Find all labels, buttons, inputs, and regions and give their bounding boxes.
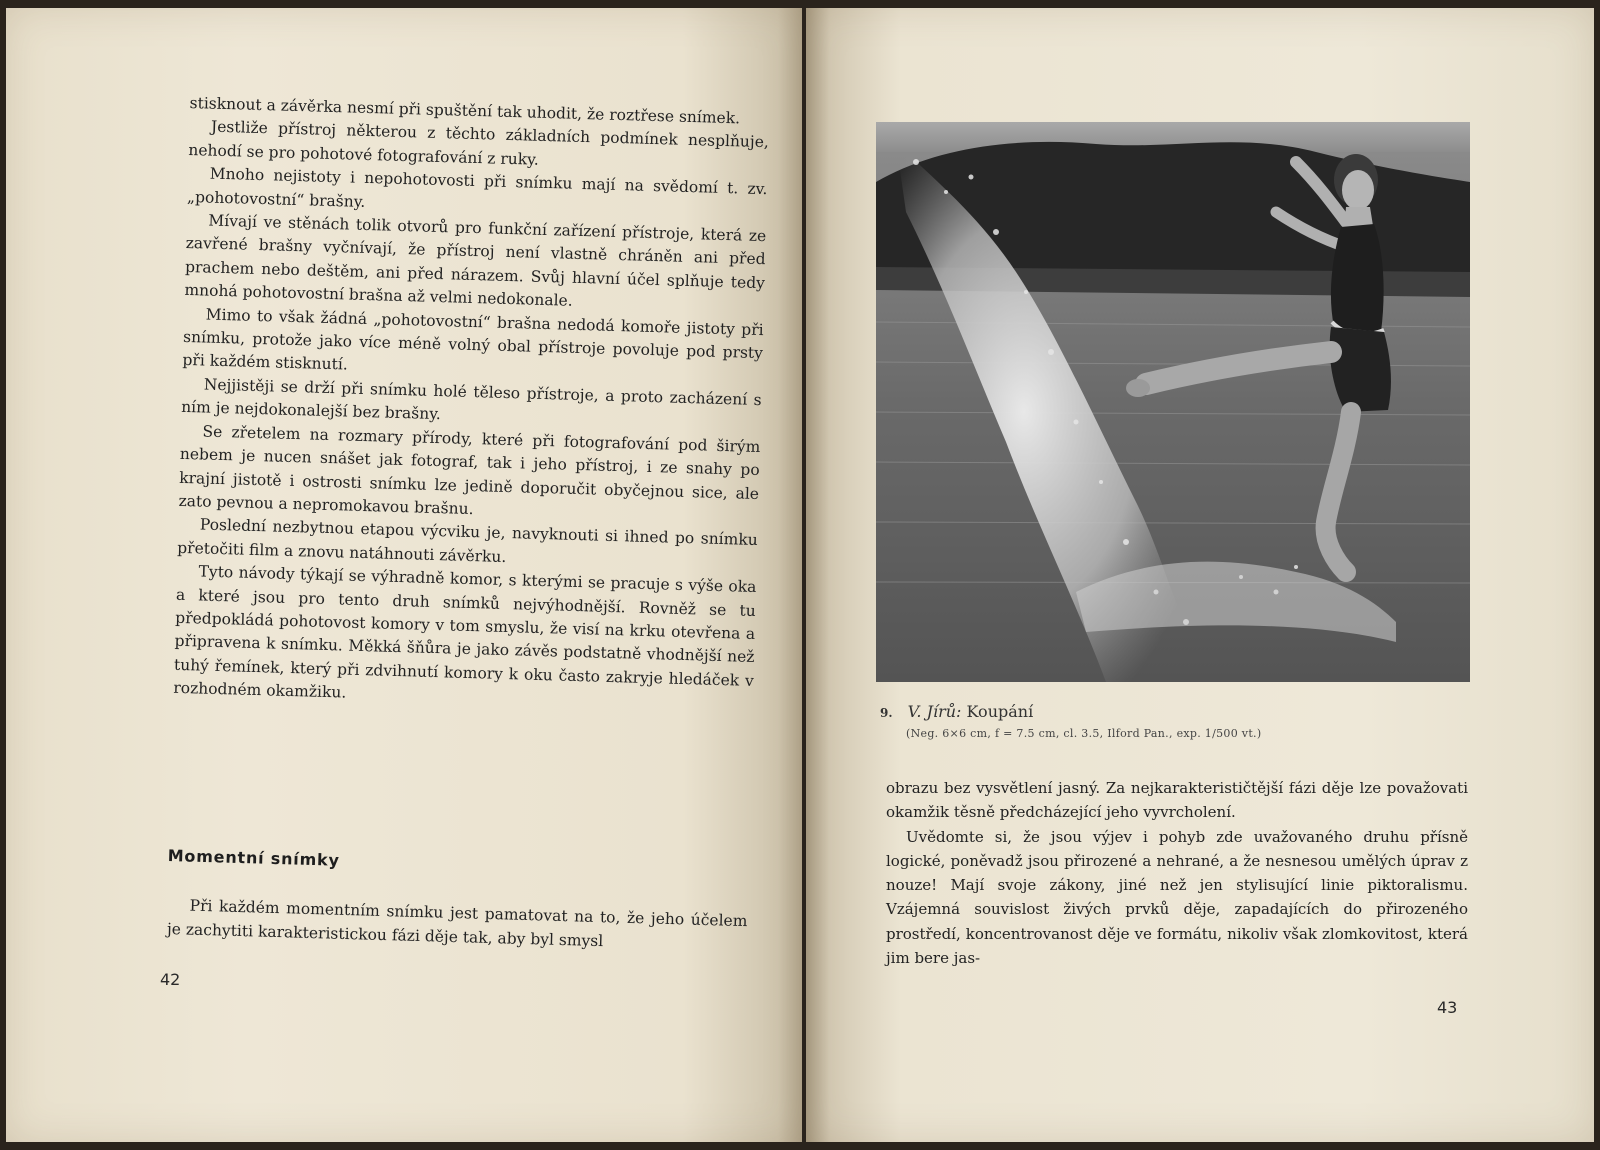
left-page-body bbox=[173, 92, 770, 717]
left-paragraph: Mnoho nejistoty i nepohotovosti při snímku mají na svědomí t. zv. „pohotovostní“ brašny. bbox=[186, 164, 768, 211]
right-paragraph: obrazu bez vysvětlení jasný. Za nejkarakterističtější fázi děje lze považovati okamžik těsně předcházející jeho vyvrcholení. bbox=[886, 779, 1468, 822]
caption-number: 9. bbox=[880, 706, 893, 720]
right-paragraph: Uvědomte si, že jsou výjev i pohyb zde uvažovaného druhu přísně logické, poněvadž jsou přirozené a nehrané, a že nesnesou umělých úprav z nouze! Mají svoje zákony, jiné než jen stylisující linie piktoralismu. Vzájemná souvislost živých prvků děje, zapadajících do přirozeného prostředí, koncentrovanost děje ve formátu, nikoliv však zlomkovitost, která jim bere jas- bbox=[886, 827, 1468, 968]
left-paragraph: Mimo to však žádná „pohotovostní“ brašna nedodá komoře jistoty při snímku, protože jako více méně volný obal přístroje povoluje pod prsty při každém stisknutí. bbox=[182, 305, 764, 374]
page-number-left: 42 bbox=[160, 970, 181, 989]
left-paragraph: Se zřetelem na rozmary přírody, které při fotografování pod širým nebem je nucen snášet jak fotograf, tak i jeho přístroj, i ze snahy po krajní jistotě i ostrosti snímku lze jedině doporučit obyčejnou sice, ale zato pevnou a nepromokavou brašnu. bbox=[178, 422, 761, 518]
caption-title-line bbox=[880, 702, 1480, 721]
left-paragraph: stisknout a závěrka nesmí při spuštění tak uhodit, že roztřese snímek. bbox=[189, 93, 741, 128]
left-paragraph: Jestliže přístroj některou z těchto základních podmínek nesplňuje, nehodí se pro pohotové fotografování z ruky. bbox=[188, 118, 770, 169]
swimming-photo bbox=[876, 122, 1470, 682]
left-paragraph: Mívají ve stěnách tolik otvorů pro funkční zařízení přístroje, která ze zavřené brašny vyčnívají, že přístroj není vlastně chráněn ani před prachem nebo deštěm, ani před nárazem. Svůj hlavní účel splňuje tedy mnohá pohotovostní brašna až velmi nedokonale. bbox=[184, 211, 767, 311]
left-paragraph: Nejjistěji se drží při snímku holé těleso přístroje, a proto zacházení s ním je nejdokonalejší bez brašny. bbox=[180, 375, 762, 424]
photo-caption bbox=[880, 702, 1480, 740]
caption-author: V. Jírů: bbox=[907, 702, 962, 721]
left-paragraph: Tyto návody týkají se výhradně komor, s kterými se pracuje s výše oka a které jsou pro tento druh snímků nejvýhodnější. Rovněž se tu předpokládá pohotovost komory v tom smyslu, že visí na krku otevřena a připravena k snímku. Měkká šňůra je jako závěs podstatně vhodnější než tuhý řemínek, který při zdvihnutí komory k oku často zakryje hledáček v rozhodném okamžiku. bbox=[173, 562, 757, 702]
caption-title: Koupání bbox=[966, 702, 1034, 721]
left-paragraph: Poslední nezbytnou etapou výcviku je, navyknouti si ihned po snímku přetočiti film a znovu natáhnouti závěrku. bbox=[177, 515, 758, 566]
photo-image bbox=[876, 122, 1470, 682]
page-number-right: 43 bbox=[1437, 998, 1458, 1017]
right-page-body bbox=[886, 776, 1468, 970]
section-heading: Momentní snímky bbox=[167, 846, 340, 870]
left-section-paragraph: Při každém momentním snímku jest pamatovat na to, že jeho účelem je zachytiti karakteristickou fázi děje tak, aby byl smysl bbox=[166, 896, 748, 951]
caption-detail: (Neg. 6×6 cm, f = 7.5 cm, cl. 3.5, Ilford Pan., exp. 1/500 vt.) bbox=[906, 727, 1262, 740]
